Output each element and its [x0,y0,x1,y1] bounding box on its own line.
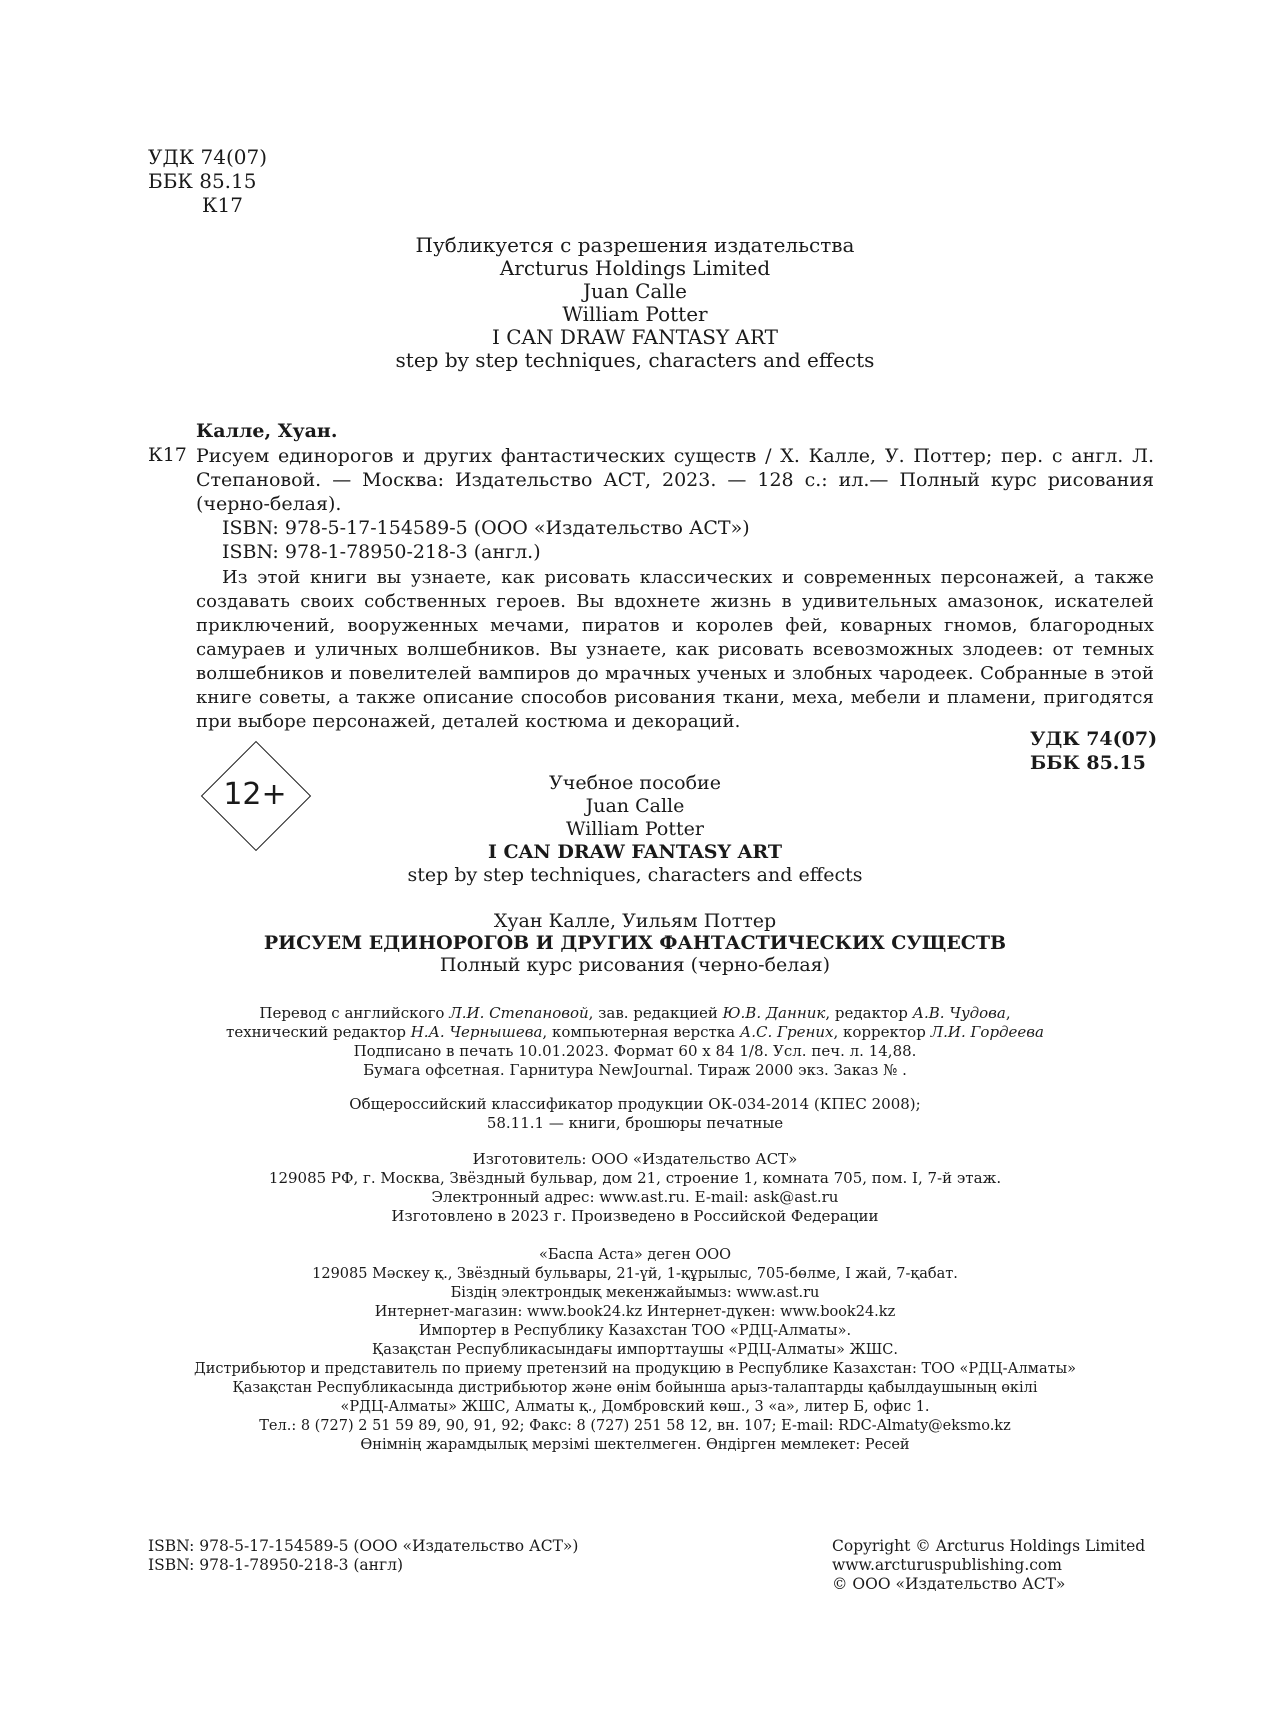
biblio-isbn-ru: ISBN: 978-5-17-154589-5 (ООО «Издательство АСТ») [222,517,750,539]
manufacturer-line-4: Изготовлено в 2023 г. Произведено в Российской Федерации [391,1207,879,1225]
kz-line-11: Өнімнің жарамдылық мерзімі шектелмеген. Өндірген мемлекет: Ресей [360,1437,910,1453]
original-title: I CAN DRAW FANTASY ART [491,325,779,349]
classifier-line-1: Общероссийский классификатор продукции ОК-034-2014 (КПЕС 2008); [349,1095,921,1113]
kz-line-2: 129085 Мәскеу қ., Звёздный бульвары, 21-үй, 1-құрылыс, 705-бөлме, I жай, 7-қабат. [312,1266,958,1282]
ru-title: РИСУЕМ ЕДИНОРОГОВ И ДРУГИХ ФАНТАСТИЧЕСКИХ СУЩЕСТВ [263,932,1007,954]
biblio-isbn-en: ISBN: 978-1-78950-218-3 (англ.) [222,541,541,563]
proof-prefix: , корректор [833,1023,931,1041]
ru-series: Полный курс рисования (черно-белая) [439,954,831,976]
biblio-isbn-block [222,516,750,564]
udk-code: УДК 74(07) [148,145,268,169]
permission-line: Публикуется с разрешения издательства [415,233,855,257]
original-author-2: William Potter [562,302,708,326]
classifier-block [0,1095,1270,1133]
biblio-codes-right [1030,727,1157,775]
original-subtitle: step by step techniques, characters and effects [395,348,875,372]
kz-line-8: Қазақстан Республикасында дистрибьютор және өнім бойынша арыз-талаптарды қабылдаушының өкілі [232,1380,1038,1396]
copyright-line-3: © ООО «Издательство АСТ» [832,1575,1066,1593]
kz-line-6: Қазақстан Республикасындағы импорттаушы «РДЦ-Алматы» ЖШС. [371,1342,898,1358]
layout-prefix: , компьютерная верстка [542,1023,740,1041]
annotation: Из этой книги вы узнаете, как рисовать классических и современных персонажей, а также создавать своих собственных героев. Вы вдохнете жизнь в удивительных амазонок, искателей приключений, вооруженных мечами, пиратов и королев фей, коварных гномов, благородных самураев и уличных волшебников. Вы узнаете, как рисовать всевозможных злодеев: от темных волшебников и повелителей вампиров до мрачных ученых и злобных чародеек. Собранные в этой книге советы, а также описание способов рисования ткани, меха, мебели и пламени, пригодятся при выборе персонажей, деталей костюма и декораций. [196,567,1154,732]
footer-isbn [148,1537,578,1575]
footer-copyright [832,1537,1145,1594]
tech-prefix: технический редактор [226,1023,411,1041]
copyright-line-1: Copyright © Arcturus Holdings Limited [832,1537,1146,1555]
kz-line-3: Біздің электрондық мекенжайымыз: www.ast.ru [450,1285,820,1301]
credits-line-2 [0,1023,1270,1042]
imprint-english [0,772,1270,887]
permission-block [0,234,1270,372]
kz-line-5: Импортер в Республику Казахстан ТОО «РДЦ-Алматы». [418,1323,852,1339]
classifier-line-2: 58.11.1 — книги, брошюры печатные [486,1114,784,1132]
kz-line-4: Интернет-магазин: www.book24.kz Интернет-дүкен: www.book24.kz [374,1304,896,1320]
kz-line-1: «Баспа Аста» деген ООО [538,1247,732,1263]
manufacturer-block [0,1150,1270,1226]
imprint-subtitle: step by step techniques, characters and effects [407,864,863,886]
signed-to-print: Подписано в печать 10.01.2023. Формат 60 x 84 1/8. Усл. печ. л. 14,88. [353,1042,917,1060]
copyright-line-2: www.arcturuspublishing.com [832,1556,1062,1574]
manufacturer-line-2: 129085 РФ, г. Москва, Звёздный бульвар, дом 21, строение 1, комната 705, пом. I, 7-й этаж. [268,1169,1002,1187]
age-rating-label: 12+ [223,777,287,812]
translator: Л.И. Степановой [449,1004,589,1022]
translation-prefix: Перевод с английского [259,1004,450,1022]
bbk-code: ББК 85.15 [148,169,257,193]
publication-type: Учебное пособие [549,772,721,794]
chief-editor: Ю.В. Данник [722,1004,826,1022]
imprint-author-2: William Potter [566,818,704,840]
credits-block [0,1004,1270,1080]
biblio-bbk: ББК 85.15 [1030,752,1146,774]
original-author-1: Juan Calle [583,279,687,303]
imprint-author-1: Juan Calle [585,795,685,817]
author-mark: К17 [202,193,243,217]
proofreader: Л.И. Гордеева [930,1023,1044,1041]
editor-prefix: , редактор [825,1004,913,1022]
manufacturer-line-3: Электронный адрес: www.ast.ru. E-mail: ask@ast.ru [431,1188,839,1206]
imprint-russian [0,910,1270,976]
biblio-mark: К17 [148,444,187,466]
biblio-udk: УДК 74(07) [1030,728,1158,750]
layout-artist: А.С. Гренuх [739,1023,834,1041]
kz-line-7: Дистрибьютор и представитель по приему претензий на продукцию в Республике Казахстан: ТОО «РДЦ-Алматы» [193,1361,1077,1377]
kz-line-10: Тел.: 8 (727) 2 51 59 89, 90, 91, 92; Факс: 8 (727) 251 58 12, вн. 107; E-mail: RDC-Almaty@eksmo.kz [259,1418,1011,1434]
footer-isbn-en: ISBN: 978-1-78950-218-3 (англ) [148,1556,404,1574]
editor: А.В. Чудова [912,1004,1006,1022]
chief-prefix: , зав. редакцией [588,1004,723,1022]
manufacturer-line-1: Изготовитель: ООО «Издательство АСТ» [472,1150,798,1168]
top-classification-codes [148,145,267,217]
biblio-author-heading: Калле, Хуан. [196,420,338,442]
paper-info: Бумага офсетная. Гарнитура NewJournal. Тираж 2000 экз. Заказ № . [363,1061,907,1079]
tech-editor: Н.А. Чернышева [410,1023,543,1041]
kazakhstan-block [0,1246,1270,1455]
imprint-title: I CAN DRAW FANTASY ART [488,841,782,863]
biblio-description: Рисуем единорогов и других фантастических существ / Х. Калле, У. Поттер; пер. с англ. Л. Степановой. — Москва: Издательство АСТ, 2023. — 128 с.: ил.— Полный курс рисования (черно-белая). [196,445,1154,515]
ru-authors: Хуан Калле, Уильям Поттер [493,910,777,932]
original-publisher: Arcturus Holdings Limited [499,256,771,280]
footer-isbn-ru: ISBN: 978-5-17-154589-5 (ООО «Издательство АСТ») [148,1537,579,1555]
credits-line-1: Перевод с английского Л.И. Степановой, зав. редакцией Ю.В. Данник, редактор А.В. Чудова, [259,1004,1011,1022]
kz-line-9: «РДЦ-Алматы» ЖШС, Алматы қ., Домбровский көш., 3 «а», литер Б, офис 1. [340,1399,930,1415]
